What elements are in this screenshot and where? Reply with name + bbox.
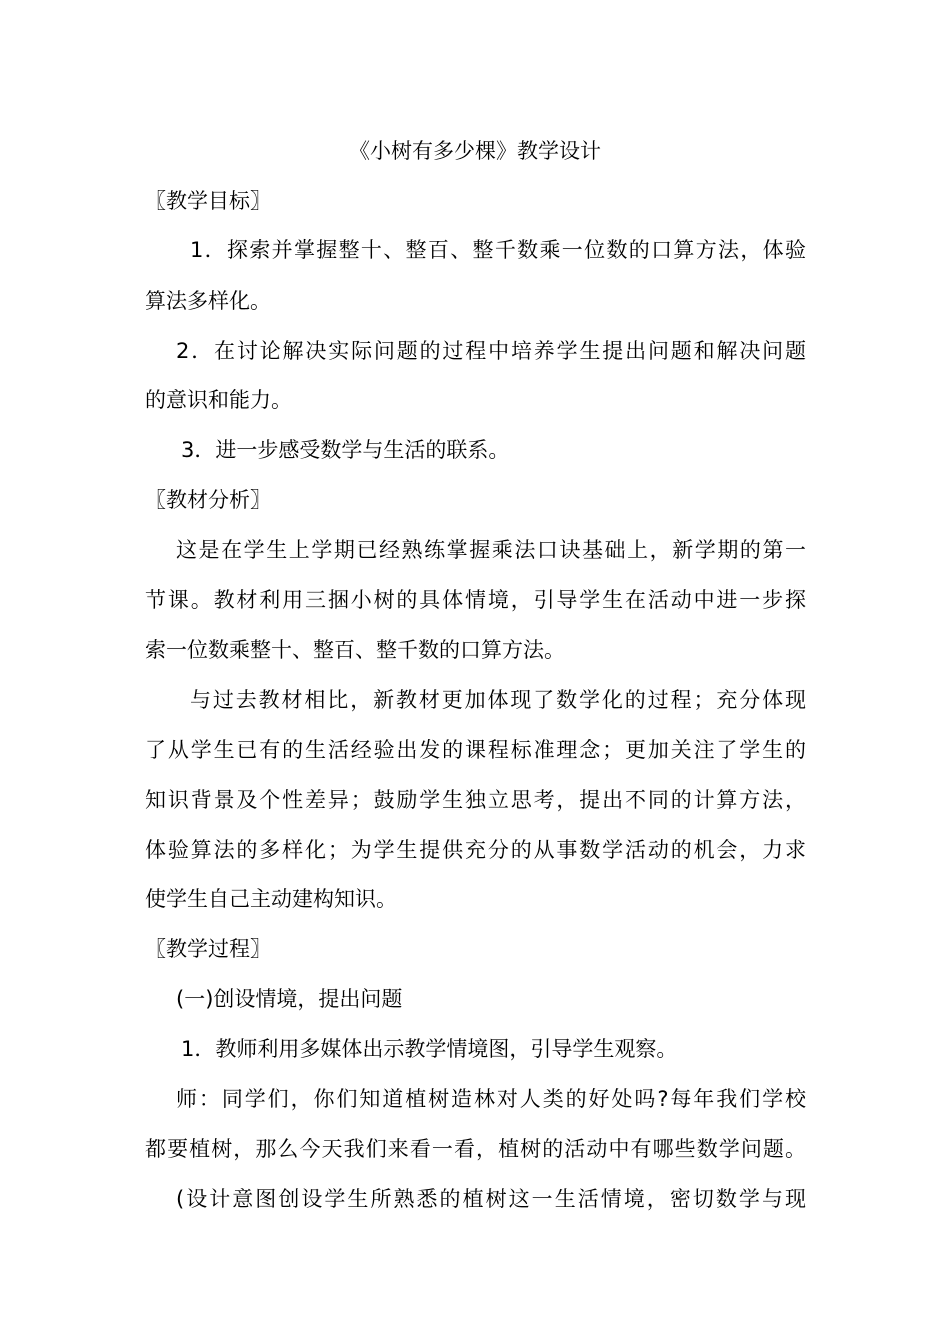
paragraph-line: 算法多样化。 [145, 289, 271, 313]
paragraph-line: 都要植树，那么今天我们来看一看，植树的活动中有哪些数学问题。 [145, 1137, 806, 1161]
paragraph-line: 了从学生已有的生活经验出发的课程标准理念；更加关注了学生的 [145, 738, 806, 762]
paragraph-line: 1．教师利用多媒体出示教学情境图，引导学生观察。 [181, 1037, 678, 1061]
document-title: 《小树有多少棵》教学设计 [349, 139, 601, 163]
section-heading-teaching-process: 〖教学过程〗 [145, 937, 271, 961]
paragraph-line: 师：同学们，你们知道植树造林对人类的好处吗?每年我们学校 [176, 1087, 806, 1111]
paragraph-line: 知识背景及个性差异；鼓励学生独立思考，提出不同的计算方法， [145, 788, 806, 812]
paragraph-line: 1．探索并掌握整十、整百、整千数乘一位数的口算方法，体验 [190, 238, 806, 262]
paragraph-line: 体验算法的多样化；为学生提供充分的从事数学活动的机会，力求 [145, 838, 806, 862]
paragraph-line: 2．在讨论解决实际问题的过程中培养学生提出问题和解决问题 [176, 339, 806, 363]
paragraph-line: 3．进一步感受数学与生活的联系。 [181, 438, 510, 462]
paragraph-line: 的意识和能力。 [145, 388, 292, 412]
paragraph-line: 这是在学生上学期已经熟练掌握乘法口诀基础上，新学期的第一 [176, 538, 806, 562]
section-heading-material-analysis: 〖教材分析〗 [145, 488, 271, 512]
subsection-heading: (一)创设情境，提出问题 [176, 987, 403, 1011]
paragraph-line: 使学生自己主动建构知识。 [145, 887, 397, 911]
paragraph-line: (设计意图创设学生所熟悉的植树这一生活情境，密切数学与现 [176, 1187, 806, 1211]
paragraph-line: 索一位数乘整十、整百、整千数的口算方法。 [145, 638, 565, 662]
section-heading-objectives: 〖教学目标〗 [145, 189, 271, 213]
paragraph-line: 节课。教材利用三捆小树的具体情境，引导学生在活动中进一步探 [145, 588, 806, 612]
paragraph-line: 与过去教材相比，新教材更加体现了数学化的过程；充分体现 [190, 688, 806, 712]
